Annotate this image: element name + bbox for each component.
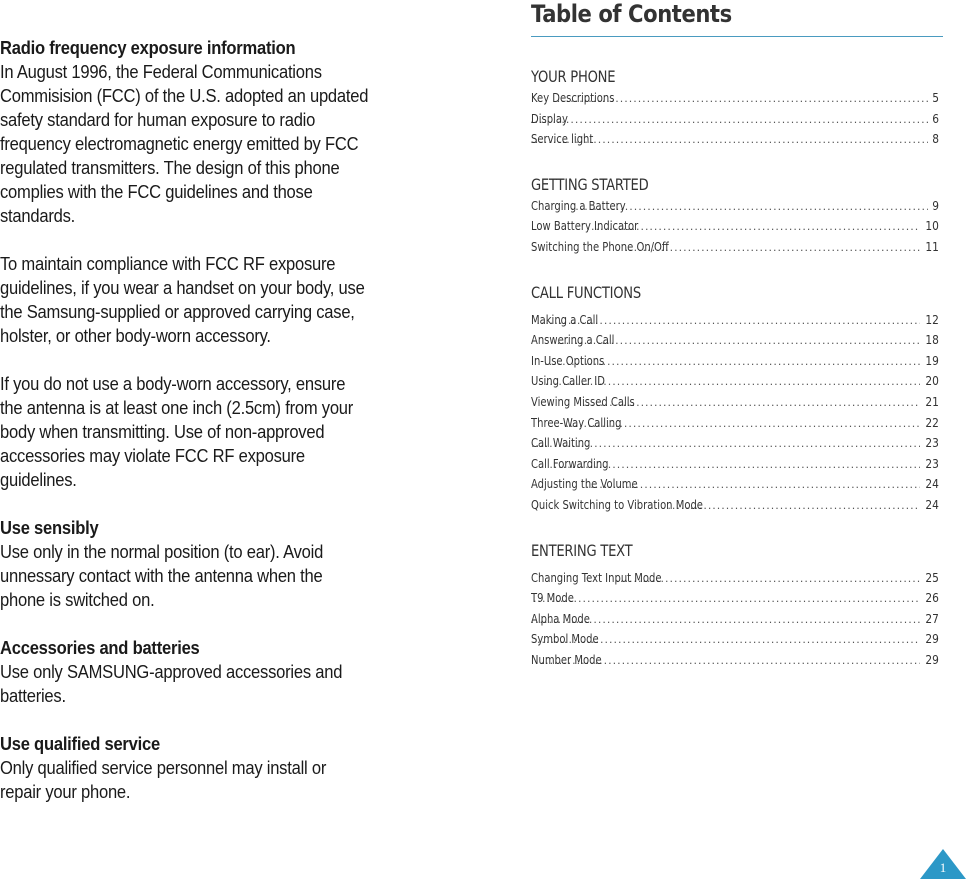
toc-entry[interactable] <box>531 588 939 609</box>
toc-entry[interactable] <box>531 351 939 372</box>
dot-leader <box>667 496 920 516</box>
toc-entry-page: 25 <box>925 569 939 585</box>
toc-entry-page: 19 <box>925 352 939 368</box>
toc-entry-page: 8 <box>932 131 939 147</box>
paragraph: To maintain compliance with FCC RF exposure guidelines, if you wear a handset on your body, use the Samsung-supplied or approved carrying case, holster, or other body-worn accessory. <box>0 253 365 346</box>
toc-entry[interactable] <box>531 609 939 630</box>
section-accessories <box>0 636 371 708</box>
toc-entry[interactable] <box>531 454 939 475</box>
toc-entry[interactable] <box>531 495 939 516</box>
toc-entry[interactable] <box>531 330 939 351</box>
section-title: Use qualified service <box>0 733 160 754</box>
toc-section-heading: CALL FUNCTIONS <box>531 282 641 302</box>
section-qualified-service <box>0 732 371 804</box>
toc-entry-label: Changing Text Input Mode <box>531 569 662 585</box>
toc-entry-label: Using Caller ID <box>531 373 605 389</box>
toc-entry-page: 26 <box>925 590 939 606</box>
toc-entry-label: Key Descriptions <box>531 90 615 105</box>
toc-entry-label: Alpha Mode <box>531 610 590 626</box>
toc-entry-label: Switching the Phone On/Off <box>531 238 669 254</box>
toc-entry[interactable] <box>531 109 939 130</box>
toc-entry[interactable] <box>531 196 939 217</box>
toc-entry-page: 9 <box>932 197 939 213</box>
toc-entry[interactable] <box>531 650 939 671</box>
paragraph: If you do not use a body-worn accessory, ensure the antenna is at least one inch (2.5cm) from your body when transmitting. Use of non-approved accessories may violate FCC RF exposure guidelines. <box>0 373 354 490</box>
section-rf-exposure <box>0 36 371 492</box>
toc-entry-page: 27 <box>925 610 939 626</box>
toc-entry-label: Call Waiting <box>531 435 591 451</box>
section-title: Use sensibly <box>0 517 99 538</box>
toc-section-heading: ENTERING TEXT <box>531 540 633 560</box>
section-title: Radio frequency exposure information <box>0 37 296 58</box>
toc-entry-label: T9 Mode <box>531 590 574 606</box>
toc-entry-page: 12 <box>925 311 939 327</box>
toc-entry-page: 11 <box>925 238 939 254</box>
toc-entry-label: Making a Call <box>531 311 599 327</box>
toc-entry-page: 21 <box>925 393 939 409</box>
page-number-badge <box>920 849 966 879</box>
toc-entry[interactable] <box>531 371 939 392</box>
toc-entry[interactable] <box>531 433 939 454</box>
toc-entry[interactable] <box>531 392 939 413</box>
toc-section-heading: YOUR PHONE <box>531 67 616 86</box>
toc-entry-label: In-Use Options <box>531 352 605 368</box>
toc-entry-page: 20 <box>925 373 939 389</box>
toc-section <box>531 66 939 150</box>
toc-entry[interactable] <box>531 129 939 150</box>
toc-entry-page: 22 <box>925 414 939 430</box>
toc-entry[interactable] <box>531 629 939 650</box>
toc-entry-label: Display <box>531 110 568 126</box>
toc-entry[interactable] <box>531 474 939 495</box>
section-use-sensibly <box>0 516 371 612</box>
toc-entry[interactable] <box>531 216 939 237</box>
paragraph: Only qualified service personnel may install or repair your phone. <box>0 757 327 802</box>
toc-entry-page: 23 <box>925 435 939 451</box>
toc-section <box>531 540 939 671</box>
paragraph: Use only in the normal position (to ear). Avoid unnessary contact with the antenna when the phone is switched on. <box>0 541 324 610</box>
dot-leader <box>531 110 928 130</box>
toc-entry-page: 6 <box>932 110 939 126</box>
toc-entry[interactable] <box>531 88 939 109</box>
dot-leader <box>625 238 920 258</box>
toc-entry[interactable] <box>531 310 939 331</box>
paragraph: In August 1996, the Federal Communications Commisision (FCC) of the U.S. adopted an updated safety standard for human exposure to radio frequency electromagnetic energy emitted by FCC regulated transmitters. The design of this phone complies with the FCC guidelines and those standards. <box>0 61 369 226</box>
toc-entry-page: 18 <box>925 332 939 348</box>
toc-entry-page: 5 <box>932 90 939 105</box>
toc-entry-label: Service light <box>531 131 594 147</box>
toc-section <box>531 174 939 258</box>
toc-section <box>531 282 939 516</box>
title-divider <box>531 36 943 37</box>
toc-entry-label: Symbol Mode <box>531 631 599 647</box>
toc-entry[interactable] <box>531 568 939 589</box>
safety-information <box>0 36 371 828</box>
toc-entry-label: Viewing Missed Calls <box>531 393 635 409</box>
toc-entry-page: 24 <box>925 476 939 492</box>
toc-entry-label: Charging a Battery <box>531 197 626 213</box>
toc-entry-label: Call Forwarding <box>531 455 609 471</box>
paragraph: Use only SAMSUNG-approved accessories and batteries. <box>0 661 343 706</box>
page-number: 1 <box>939 860 947 875</box>
toc-entry-label: Adjusting the Volume <box>531 476 638 492</box>
toc-entry-label: Number Mode <box>531 651 602 667</box>
toc-entry-label: Low Battery Indicator <box>531 218 639 234</box>
toc-entry-page: 10 <box>925 218 939 234</box>
toc-entry-label: Answering a Call <box>531 332 615 348</box>
toc-list <box>531 66 939 694</box>
toc-title: Table of Contents <box>531 0 732 28</box>
toc-entry-page: 24 <box>925 496 939 512</box>
toc-entry-page: 29 <box>925 651 939 667</box>
toc-entry-page: 23 <box>925 455 939 471</box>
toc-entry-page: 29 <box>925 631 939 647</box>
toc-entry[interactable] <box>531 413 939 434</box>
section-title: Accessories and batteries <box>0 637 200 658</box>
toc-section-heading: GETTING STARTED <box>531 174 649 194</box>
toc-entry-label: Three-Way Calling <box>531 414 622 430</box>
toc-entry[interactable] <box>531 237 939 258</box>
dot-leader <box>531 589 920 609</box>
toc-entry-label: Quick Switching to Vibration Mode <box>531 496 703 512</box>
